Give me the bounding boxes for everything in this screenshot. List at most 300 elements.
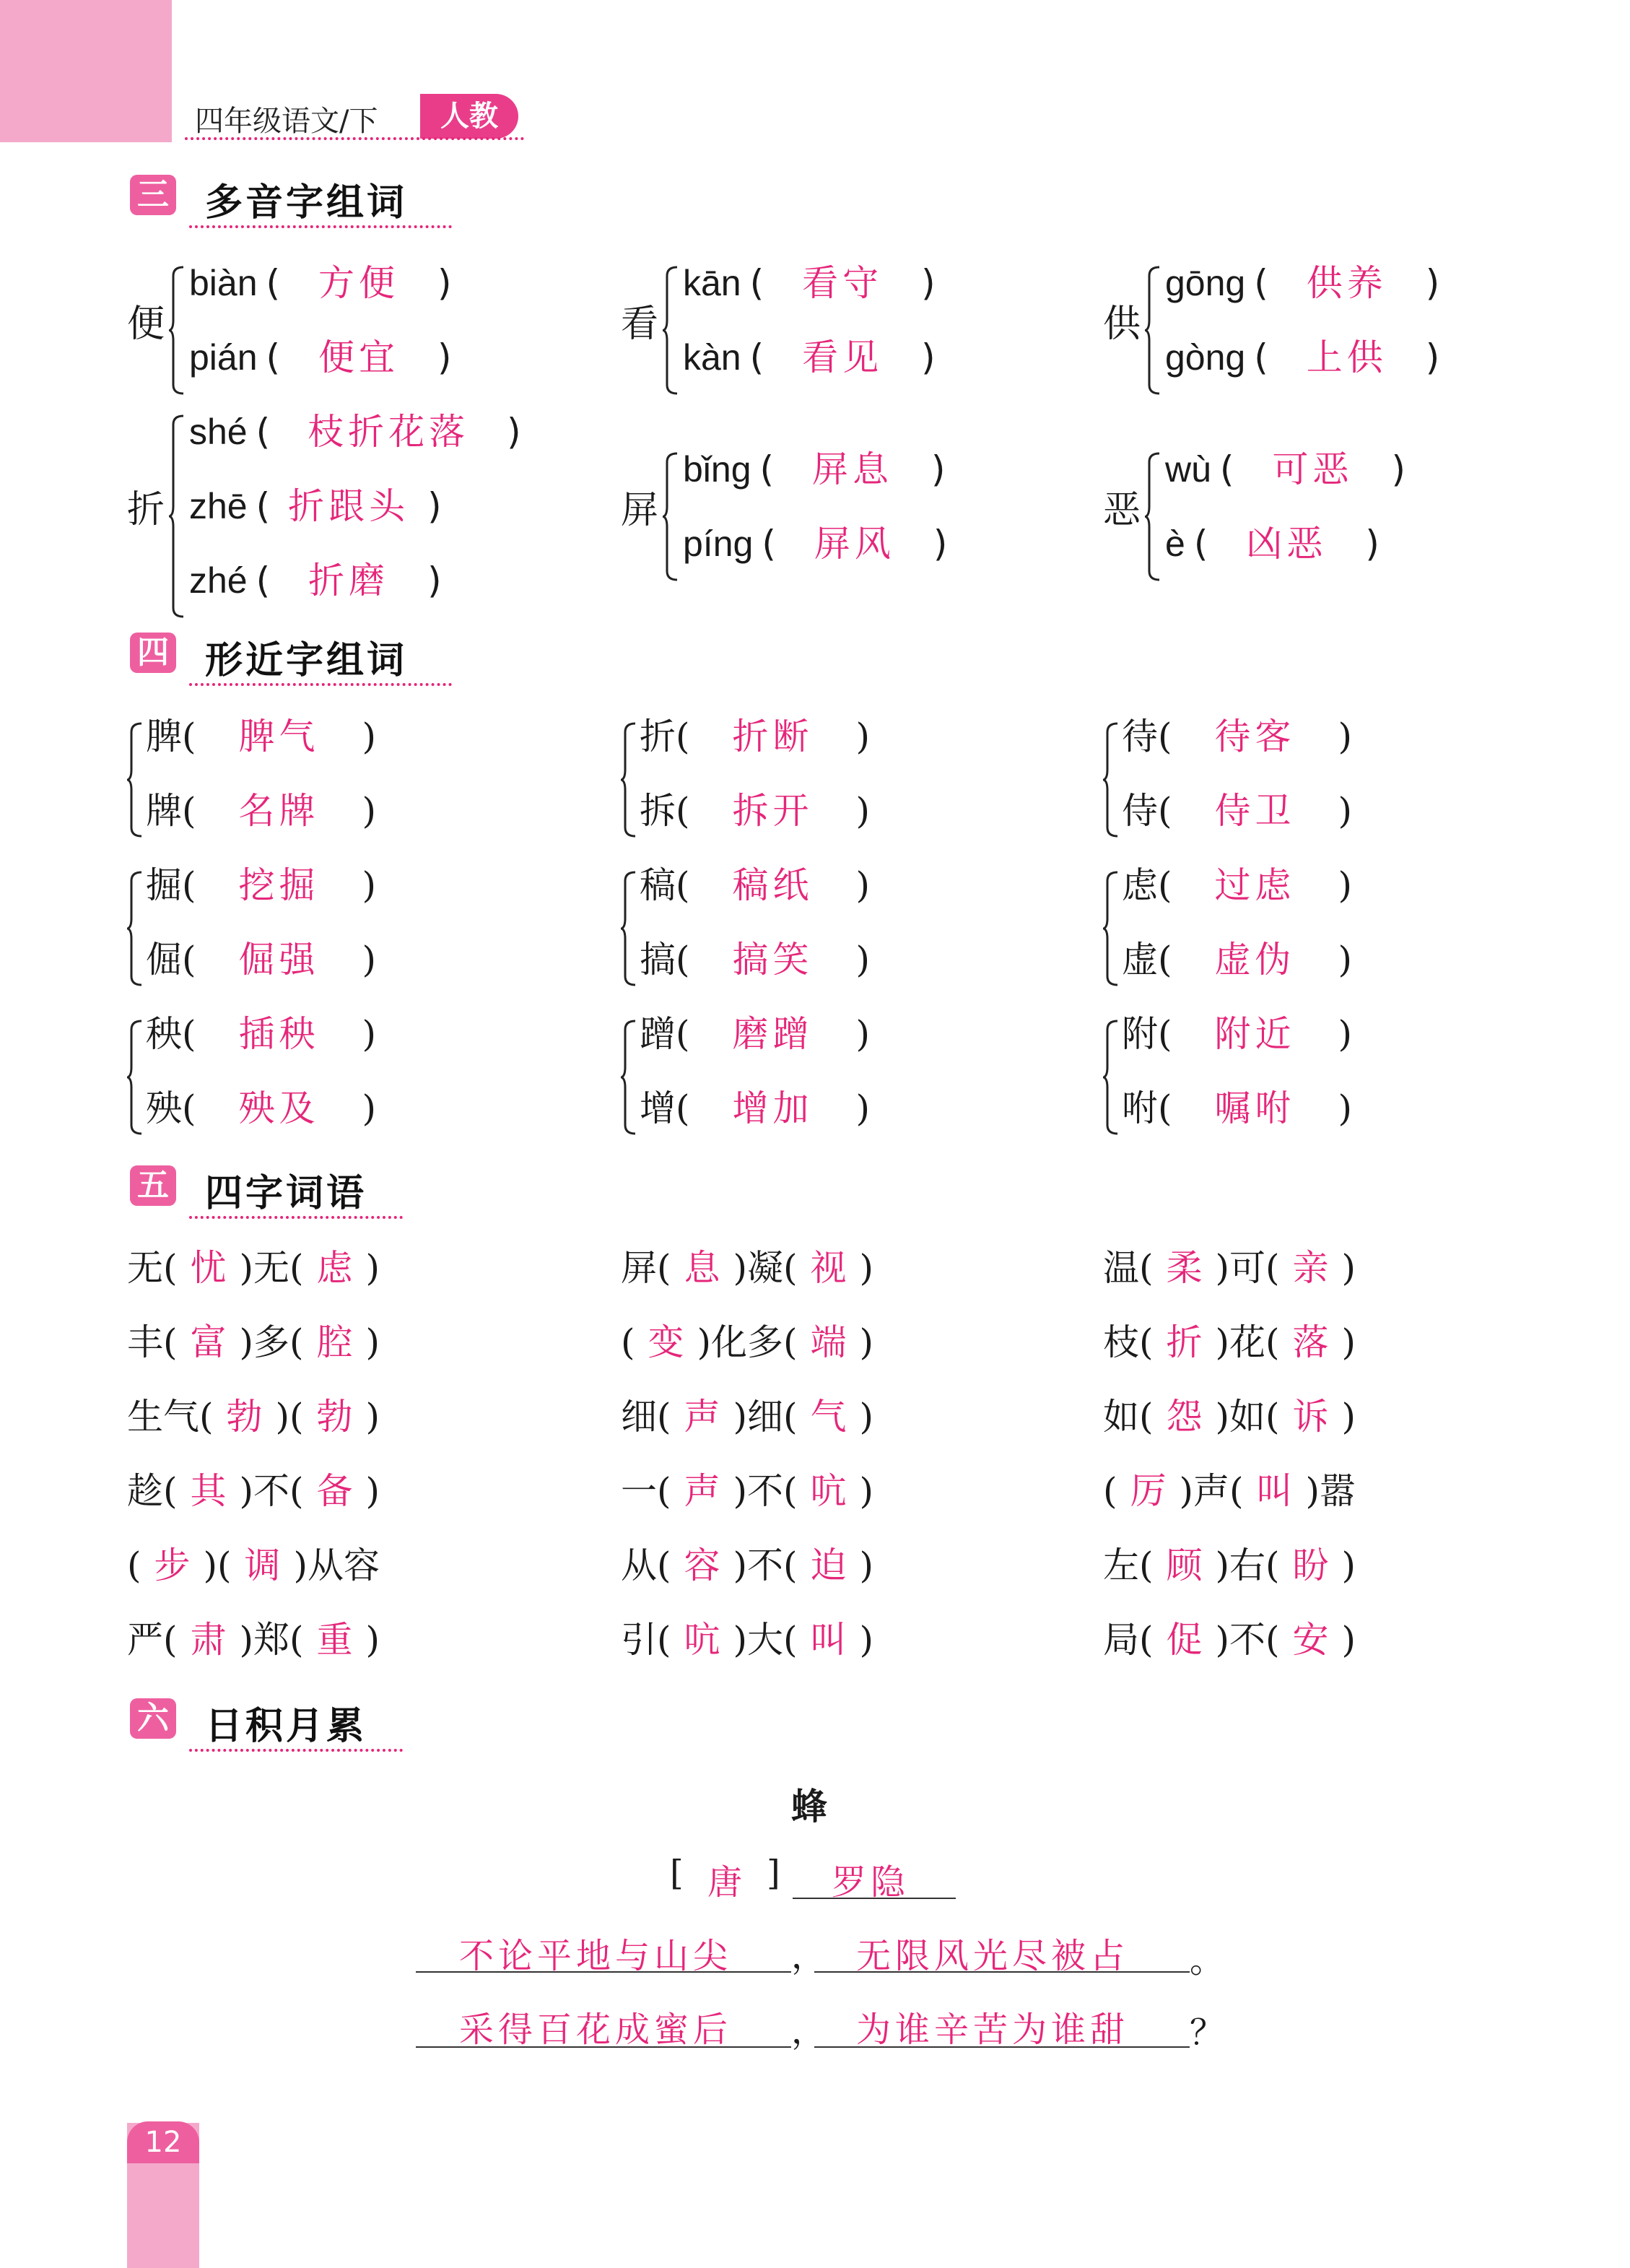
close-paren: ) — [1425, 262, 1440, 304]
idiom-row — [1103, 1618, 1356, 1661]
close-paren: ) — [933, 523, 948, 565]
close-paren: ) — [1338, 939, 1353, 981]
pinyin: zhé — [189, 560, 248, 601]
idiom-text: )从容 — [293, 1544, 380, 1586]
similar-char: 殃 — [146, 1087, 182, 1129]
similar-row — [146, 789, 376, 833]
poem-comma-2: ， — [791, 2011, 827, 2051]
polyphone-row — [189, 410, 521, 453]
close-paren: ) — [1338, 1087, 1353, 1129]
open-paren: ( — [266, 336, 281, 378]
answer: 可恶 — [1272, 448, 1354, 490]
open-paren: ( — [1158, 716, 1172, 757]
idiom-row — [1103, 1321, 1356, 1364]
poem-dynasty: 唐 — [707, 1862, 747, 1903]
idiom-text: ) — [1341, 1544, 1356, 1586]
polyphone-row — [1165, 522, 1380, 565]
idiom-text: ) — [859, 1470, 874, 1512]
open-paren: ( — [676, 939, 690, 981]
polyphone-brace — [1145, 266, 1161, 404]
open-paren: ( — [256, 411, 271, 453]
polyphone-char: 便 — [127, 302, 165, 346]
section-3-title: 多音字组词 — [205, 181, 408, 225]
idiom-text: 从( — [621, 1544, 671, 1586]
idiom-answer: 怨 — [1166, 1396, 1203, 1438]
idiom-text: ) — [365, 1247, 380, 1289]
idiom-row — [127, 1246, 380, 1290]
idiom-text: ( — [127, 1544, 141, 1586]
idiom-answer: 柔 — [1166, 1247, 1203, 1289]
idiom-text: 温( — [1103, 1247, 1154, 1289]
idiom-answer: 折 — [1166, 1321, 1203, 1363]
similar-brace — [621, 1020, 637, 1144]
idiom-text: ) — [859, 1396, 874, 1438]
polyphone-char: 看 — [621, 302, 659, 346]
idiom-answer: 重 — [316, 1619, 353, 1661]
open-paren: ( — [1158, 1013, 1172, 1055]
close-paren: ) — [1338, 790, 1353, 832]
answer: 看守 — [802, 262, 884, 304]
poem-left-bracket: [ — [670, 1853, 684, 1893]
similar-char: 折 — [640, 716, 676, 757]
pinyin: kān — [683, 263, 741, 303]
similar-row — [640, 715, 870, 758]
idiom-text: 局( — [1103, 1619, 1154, 1661]
section-6-dotted-rule — [189, 1749, 403, 1752]
idiom-answer: 落 — [1292, 1321, 1329, 1363]
similar-brace — [127, 722, 143, 846]
idiom-text: )可( — [1215, 1247, 1280, 1289]
idiom-text: )嚣 — [1305, 1470, 1356, 1512]
open-paren: ( — [676, 864, 690, 906]
polyphone-row — [683, 522, 947, 565]
section-5-dotted-rule — [189, 1216, 403, 1219]
answer: 磨蹭 — [732, 1013, 814, 1055]
idiom-answer: 富 — [190, 1321, 227, 1363]
answer: 增加 — [732, 1087, 814, 1129]
open-paren: ( — [676, 1087, 690, 1129]
similar-brace — [127, 871, 143, 995]
polyphone-row — [189, 336, 452, 379]
section-4-dotted-rule — [189, 683, 452, 686]
idiom-row — [127, 1395, 380, 1438]
idiom-answer: 腔 — [316, 1321, 353, 1363]
idiom-text: )( — [203, 1544, 232, 1586]
similar-char: 倔 — [146, 939, 182, 981]
similar-row — [640, 1012, 870, 1056]
open-paren: ( — [676, 1013, 690, 1055]
idiom-answer: 忧 — [190, 1247, 227, 1289]
idiom-row — [621, 1246, 873, 1290]
corner-decoration — [0, 0, 172, 142]
idiom-text: 一( — [621, 1470, 671, 1512]
idiom-answer: 其 — [190, 1470, 227, 1512]
answer: 便宜 — [318, 336, 400, 378]
similar-char: 增 — [640, 1087, 676, 1129]
idiom-row — [1103, 1246, 1356, 1290]
idiom-row — [621, 1469, 873, 1513]
poem-comma-1: ， — [791, 1936, 827, 1976]
answer: 方便 — [318, 262, 400, 304]
header-dotted-rule — [185, 137, 524, 140]
polyphone-row — [189, 485, 442, 528]
idiom-text: 趁( — [127, 1470, 178, 1512]
close-paren: ) — [362, 939, 377, 981]
idiom-text: ) — [859, 1321, 874, 1363]
idiom-text: )不( — [733, 1544, 798, 1586]
close-paren: ) — [931, 448, 946, 490]
section-4-title: 形近字组词 — [205, 639, 408, 682]
similar-row — [146, 1087, 376, 1130]
close-paren: ) — [855, 1087, 871, 1129]
similar-char: 搞 — [640, 939, 676, 981]
pinyin: bǐng — [683, 449, 751, 490]
answer: 搞笑 — [732, 939, 814, 981]
close-paren: ) — [507, 411, 521, 453]
poem-right-bracket: ] — [767, 1853, 780, 1893]
answer: 附近 — [1214, 1013, 1296, 1055]
idiom-answer: 吭 — [810, 1470, 847, 1512]
idiom-text: )( — [275, 1396, 304, 1438]
poem-title: 蜂 — [791, 1785, 827, 1828]
open-paren: ( — [266, 262, 281, 304]
open-paren: ( — [182, 716, 196, 757]
polyphone-char: 折 — [127, 488, 165, 531]
similar-row — [1122, 789, 1352, 833]
idiom-text: ) — [1341, 1396, 1356, 1438]
similar-char: 咐 — [1122, 1087, 1158, 1129]
similar-brace — [621, 722, 637, 846]
idiom-answer: 顾 — [1166, 1544, 1203, 1586]
similar-brace — [1103, 1020, 1119, 1144]
idiom-text: )右( — [1215, 1544, 1280, 1586]
idiom-text: 生气( — [127, 1396, 214, 1438]
similar-brace — [127, 1020, 143, 1144]
page-number: 12 — [127, 2121, 199, 2163]
close-paren: ) — [1391, 448, 1405, 490]
idiom-row — [127, 1544, 380, 1587]
idiom-row — [621, 1321, 873, 1364]
pinyin: shé — [189, 412, 248, 452]
close-paren: ) — [1338, 1013, 1353, 1055]
section-5-title: 四字词语 — [205, 1172, 367, 1215]
idiom-text: 丰( — [127, 1321, 178, 1363]
similar-char: 蹭 — [640, 1013, 676, 1055]
answer: 稿纸 — [732, 864, 814, 906]
open-paren: ( — [749, 336, 764, 378]
poem-line-2a: 采得百花成蜜后 — [459, 2010, 733, 2050]
similar-char: 待 — [1122, 716, 1158, 757]
polyphone-char: 供 — [1103, 302, 1141, 346]
idiom-row — [621, 1395, 873, 1438]
answer: 折断 — [732, 716, 814, 757]
similar-char: 虚 — [1122, 939, 1158, 981]
polyphone-row — [1165, 336, 1439, 379]
idiom-answer: 端 — [810, 1321, 847, 1363]
poem-author: 罗隐 — [832, 1862, 910, 1903]
open-paren: ( — [256, 485, 271, 527]
idiom-text: )花( — [1215, 1321, 1280, 1363]
section-3-badge: 三 — [130, 175, 176, 215]
similar-char: 侍 — [1122, 790, 1158, 832]
similar-row — [640, 864, 870, 907]
close-paren: ) — [855, 790, 871, 832]
idiom-text: )声( — [1179, 1470, 1244, 1512]
idiom-row — [127, 1469, 380, 1513]
close-paren: ) — [437, 262, 452, 304]
book-title: 四年级语文/下 — [195, 105, 378, 138]
idiom-text: 如( — [1103, 1396, 1154, 1438]
idiom-text: )不( — [239, 1470, 304, 1512]
close-paren: ) — [362, 1087, 377, 1129]
similar-row — [146, 715, 376, 758]
similar-brace — [1103, 722, 1119, 846]
pinyin: pián — [189, 337, 258, 378]
answer: 侍卫 — [1214, 790, 1296, 832]
pinyin: gòng — [1165, 337, 1246, 378]
poem-line-1a: 不论平地与山尖 — [459, 1936, 733, 1976]
answer: 屏风 — [814, 523, 895, 565]
idiom-answer: 安 — [1292, 1619, 1329, 1661]
idiom-text: ( — [621, 1321, 635, 1363]
idiom-row — [127, 1618, 380, 1661]
idiom-text: )郑( — [239, 1619, 304, 1661]
polyphone-row — [189, 261, 452, 305]
idiom-text: ) — [859, 1619, 874, 1661]
idiom-text: )大( — [733, 1619, 798, 1661]
section-3-dotted-rule — [189, 225, 452, 228]
idiom-answer: 容 — [684, 1544, 720, 1586]
idiom-row — [1103, 1469, 1356, 1513]
idiom-row — [621, 1544, 873, 1587]
idiom-text: )多( — [239, 1321, 304, 1363]
pinyin: zhē — [189, 486, 248, 526]
poem-line-2b: 为谁辛苦为谁甜 — [856, 2010, 1130, 2050]
idiom-answer: 厉 — [1130, 1470, 1167, 1512]
idiom-answer: 诉 — [1292, 1396, 1329, 1438]
open-paren: ( — [1158, 864, 1172, 906]
open-paren: ( — [1158, 1087, 1172, 1129]
idiom-text: )无( — [239, 1247, 304, 1289]
idiom-text: )如( — [1215, 1396, 1280, 1438]
answer: 虚伪 — [1214, 939, 1296, 981]
idiom-text: 细( — [621, 1396, 671, 1438]
similar-row — [146, 864, 376, 907]
pinyin: è — [1165, 523, 1185, 564]
idiom-answer: 勃 — [226, 1396, 263, 1438]
idiom-text: 左( — [1103, 1544, 1154, 1586]
open-paren: ( — [1158, 790, 1172, 832]
idiom-answer: 调 — [244, 1544, 281, 1586]
polyphone-row — [1165, 448, 1405, 491]
idiom-text: )细( — [733, 1396, 798, 1438]
idiom-answer: 备 — [316, 1470, 353, 1512]
close-paren: ) — [855, 716, 871, 757]
similar-row — [146, 938, 376, 981]
polyphone-brace — [663, 266, 679, 404]
idiom-answer: 吭 — [684, 1619, 720, 1661]
open-paren: ( — [676, 716, 690, 757]
idiom-row — [621, 1618, 873, 1661]
idiom-row — [127, 1321, 380, 1364]
close-paren: ) — [362, 716, 377, 757]
idiom-answer: 息 — [684, 1247, 720, 1289]
similar-char: 虑 — [1122, 864, 1158, 906]
polyphone-row — [1165, 261, 1439, 305]
close-paren: ) — [855, 1013, 871, 1055]
open-paren: ( — [182, 864, 196, 906]
poem-line-1b: 无限风光尽被占 — [856, 1936, 1130, 1976]
polyphone-char: 恶 — [1103, 488, 1141, 532]
polyphone-char: 屏 — [621, 488, 659, 532]
idiom-text: )化多( — [697, 1321, 798, 1363]
similar-row — [1122, 715, 1352, 758]
answer: 屏息 — [812, 448, 894, 490]
open-paren: ( — [182, 790, 196, 832]
idiom-answer: 促 — [1166, 1619, 1203, 1661]
close-paren: ) — [1425, 336, 1440, 378]
similar-row — [1122, 1087, 1352, 1130]
open-paren: ( — [762, 523, 776, 565]
close-paren: ) — [855, 864, 871, 906]
open-paren: ( — [182, 1013, 196, 1055]
close-paren: ) — [362, 864, 377, 906]
idiom-text: 严( — [127, 1619, 178, 1661]
close-paren: ) — [921, 262, 936, 304]
similar-char: 掘 — [146, 864, 182, 906]
open-paren: ( — [182, 1087, 196, 1129]
open-paren: ( — [256, 560, 271, 601]
similar-row — [640, 1087, 870, 1130]
idiom-text: ) — [1341, 1619, 1356, 1661]
idiom-answer: 虑 — [316, 1247, 353, 1289]
close-paren: ) — [427, 560, 442, 601]
close-paren: ) — [427, 485, 442, 527]
idiom-text: ) — [1341, 1247, 1356, 1289]
idiom-answer: 叫 — [810, 1619, 847, 1661]
polyphone-row — [683, 448, 946, 491]
section-4-badge: 四 — [130, 633, 176, 673]
answer: 待客 — [1214, 716, 1296, 757]
polyphone-brace — [169, 266, 185, 404]
answer: 折跟头 — [288, 485, 410, 527]
close-paren: ) — [362, 1013, 377, 1055]
pinyin: kàn — [683, 337, 741, 378]
poem-period: 。 — [1190, 1940, 1225, 1981]
idiom-answer: 变 — [648, 1321, 684, 1363]
section-6-badge: 六 — [130, 1698, 176, 1739]
similar-row — [146, 1012, 376, 1056]
idiom-answer: 盼 — [1292, 1544, 1329, 1586]
idiom-answer: 迫 — [810, 1544, 847, 1586]
idiom-text: )不( — [733, 1470, 798, 1512]
poem-question-mark: ？ — [1190, 2012, 1225, 2053]
idiom-answer: 亲 — [1292, 1247, 1329, 1289]
section-5-badge: 五 — [130, 1165, 176, 1206]
close-paren: ) — [1365, 523, 1380, 565]
polyphone-brace — [1145, 452, 1161, 590]
similar-row — [1122, 1012, 1352, 1056]
open-paren: ( — [1193, 523, 1208, 565]
idiom-text: 屏( — [621, 1247, 671, 1289]
answer: 嘱咐 — [1214, 1087, 1296, 1129]
open-paren: ( — [182, 939, 196, 981]
similar-row — [1122, 864, 1352, 907]
similar-row — [640, 938, 870, 981]
idiom-row — [1103, 1544, 1356, 1587]
similar-char: 拆 — [640, 790, 676, 832]
open-paren: ( — [1254, 262, 1268, 304]
pinyin: gōng — [1165, 263, 1246, 303]
similar-row — [1122, 938, 1352, 981]
idiom-text: ) — [365, 1619, 380, 1661]
pinyin: biàn — [189, 263, 258, 303]
idiom-text: ) — [859, 1247, 874, 1289]
section-6-title: 日积月累 — [205, 1705, 367, 1748]
idiom-answer: 勃 — [316, 1396, 353, 1438]
close-paren: ) — [362, 790, 377, 832]
answer: 看见 — [802, 336, 884, 378]
open-paren: ( — [759, 448, 775, 490]
idiom-answer: 声 — [684, 1396, 720, 1438]
answer: 名牌 — [238, 790, 320, 832]
idiom-answer: 叫 — [1256, 1470, 1293, 1512]
idiom-row — [1103, 1395, 1356, 1438]
similar-char: 秧 — [146, 1013, 182, 1055]
answer: 挖掘 — [238, 864, 320, 906]
idiom-answer: 肃 — [190, 1619, 227, 1661]
polyphone-row — [683, 336, 936, 379]
similar-char: 附 — [1122, 1013, 1158, 1055]
close-paren: ) — [1338, 864, 1353, 906]
open-paren: ( — [676, 790, 690, 832]
answer: 倔强 — [238, 939, 320, 981]
idiom-text: 无( — [127, 1247, 178, 1289]
answer: 拆开 — [732, 790, 814, 832]
answer: 折磨 — [308, 560, 390, 601]
pinyin: wù — [1165, 449, 1211, 490]
polyphone-brace — [663, 452, 679, 590]
idiom-text: 枝( — [1103, 1321, 1154, 1363]
close-paren: ) — [855, 939, 871, 981]
idiom-answer: 声 — [684, 1470, 720, 1512]
polyphone-row — [683, 261, 936, 305]
open-paren: ( — [1254, 336, 1268, 378]
idiom-text: ) — [365, 1470, 380, 1512]
polyphone-row — [189, 559, 442, 602]
idiom-text: ) — [1341, 1321, 1356, 1363]
answer: 供养 — [1306, 262, 1387, 304]
idiom-answer: 气 — [810, 1396, 847, 1438]
idiom-text: ( — [1103, 1470, 1117, 1512]
answer: 插秧 — [238, 1013, 320, 1055]
idiom-text: 引( — [621, 1619, 671, 1661]
similar-char: 脾 — [146, 716, 182, 757]
idiom-answer: 步 — [154, 1544, 191, 1586]
idiom-text: ) — [365, 1396, 380, 1438]
idiom-text: ) — [365, 1321, 380, 1363]
answer: 上供 — [1306, 336, 1387, 378]
idiom-text: )不( — [1215, 1619, 1280, 1661]
similar-brace — [621, 871, 637, 995]
pinyin: píng — [683, 523, 754, 564]
answer: 凶恶 — [1246, 523, 1328, 565]
similar-brace — [1103, 871, 1119, 995]
close-paren: ) — [437, 336, 452, 378]
answer: 脾气 — [238, 716, 320, 757]
open-paren: ( — [749, 262, 764, 304]
polyphone-brace — [169, 414, 185, 627]
